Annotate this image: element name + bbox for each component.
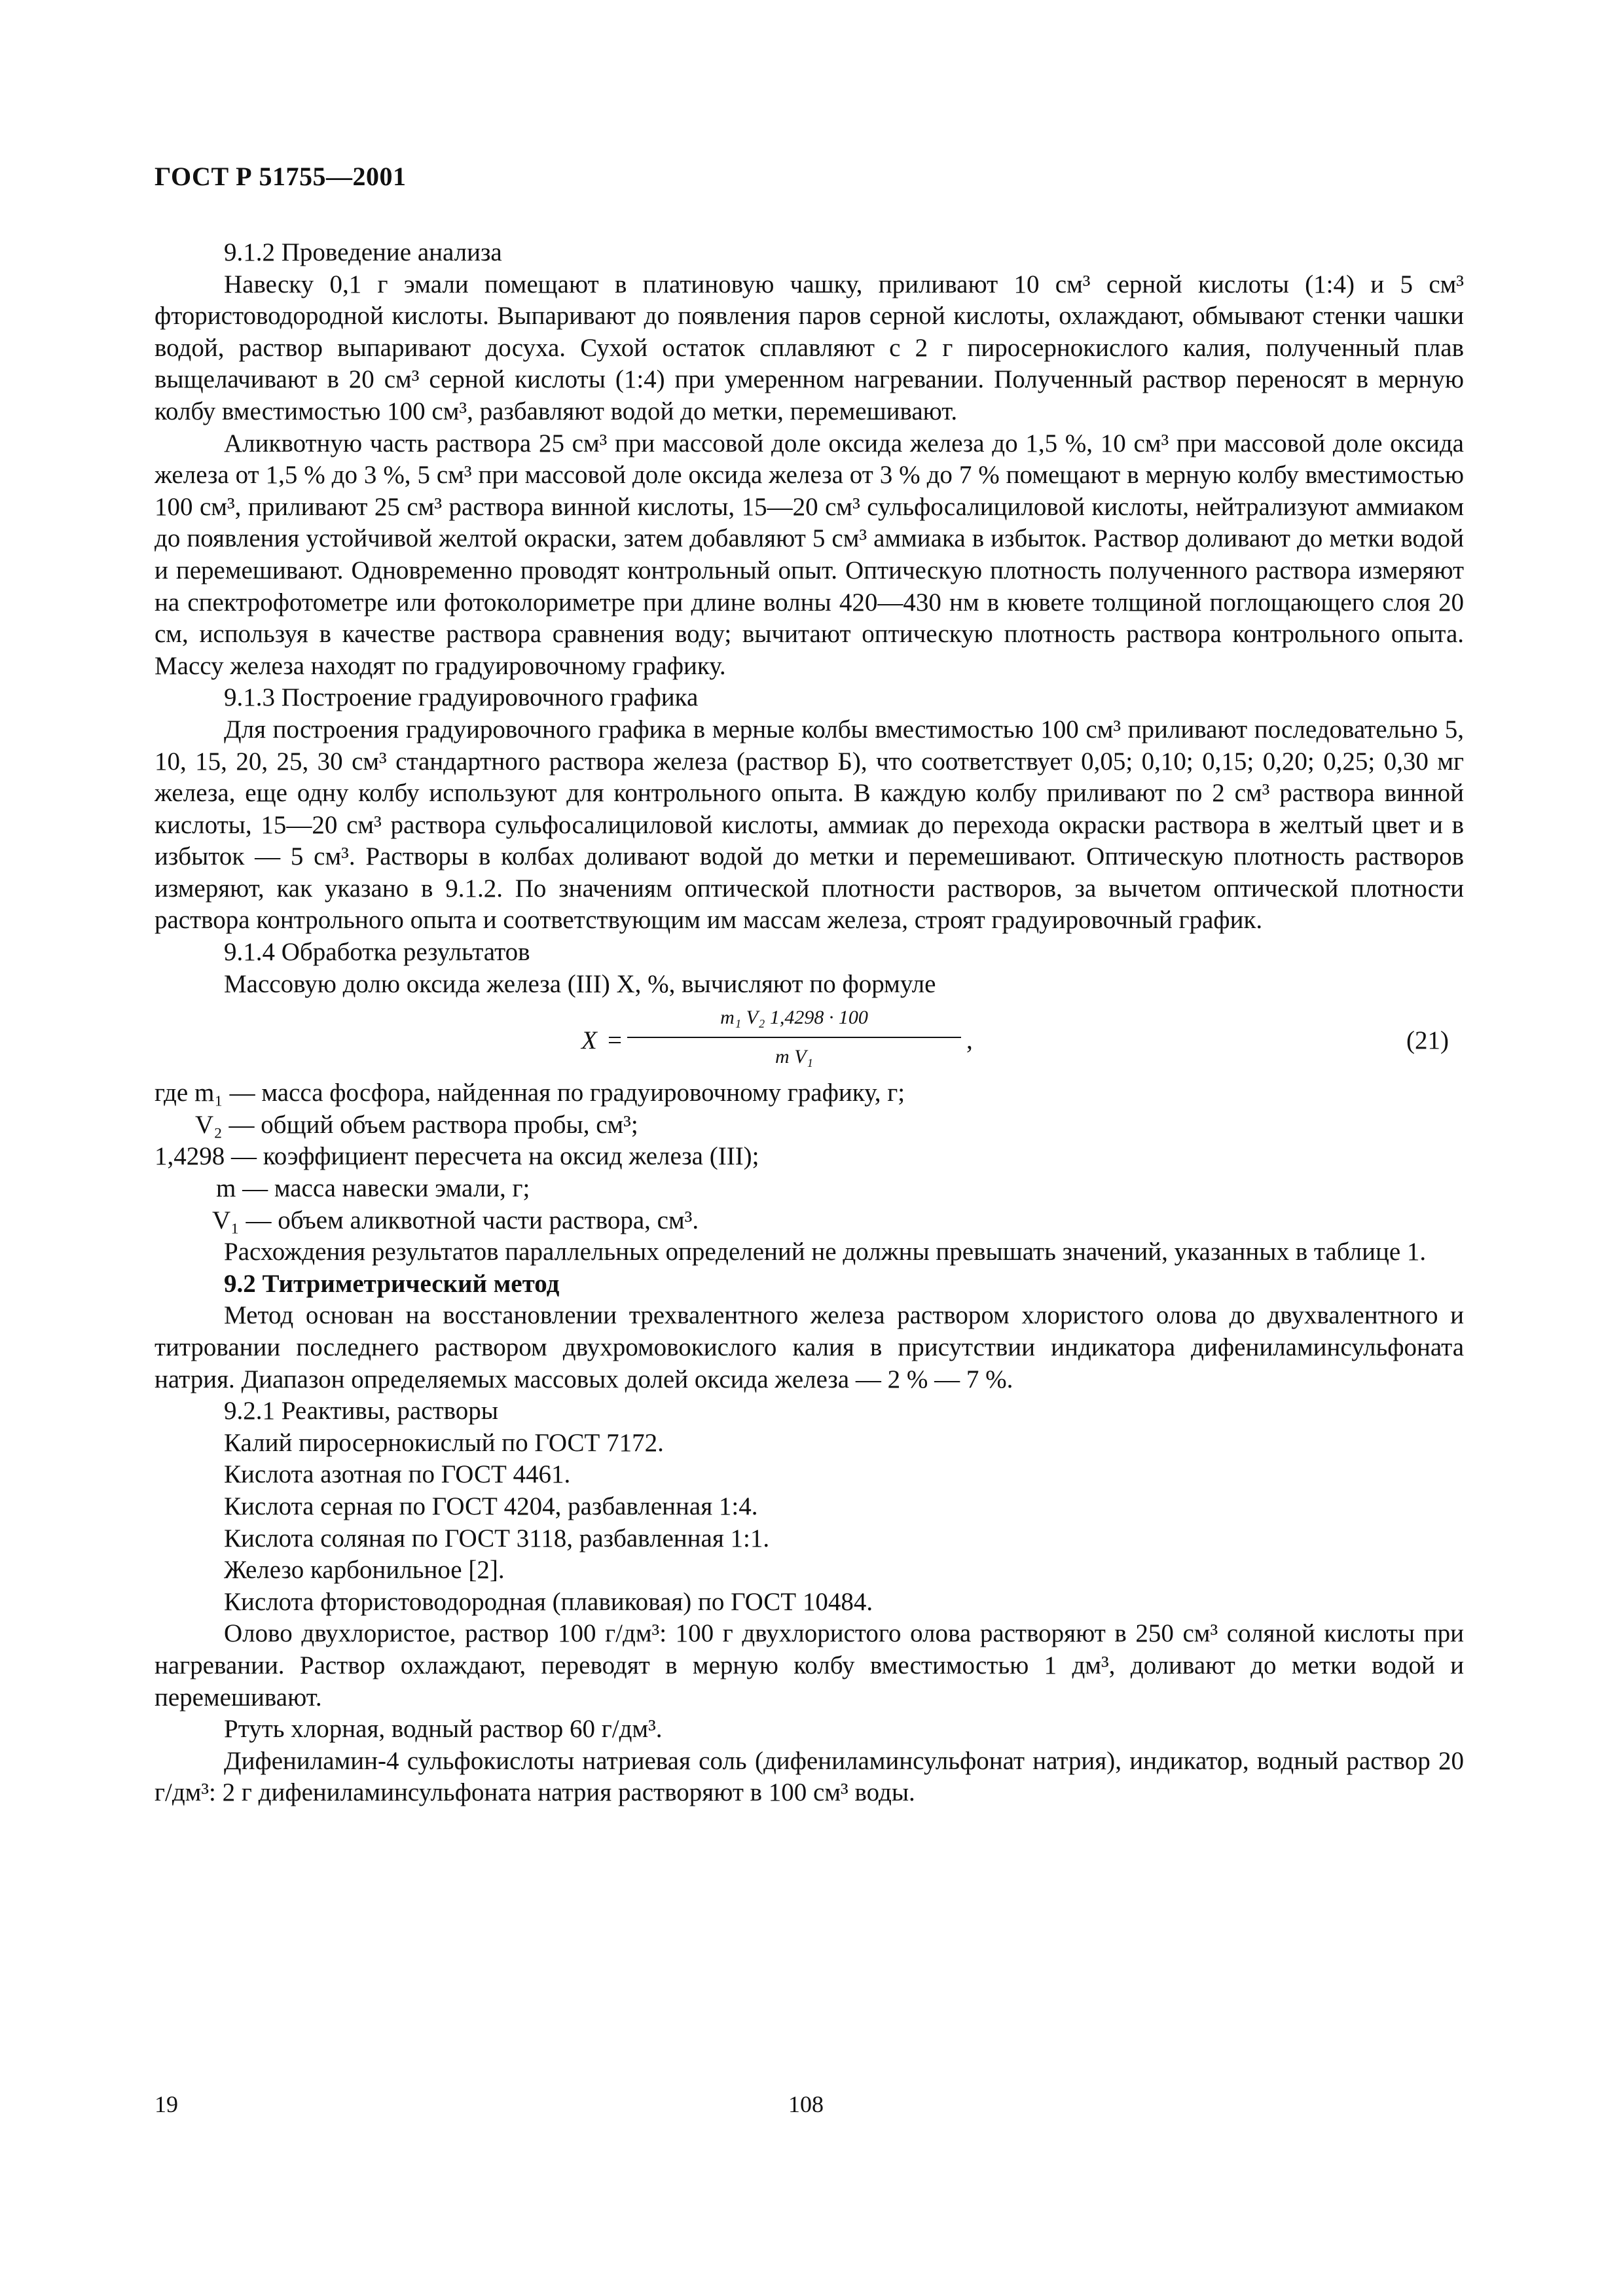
reagent-item: Ртуть хлорная, водный раствор 60 г/дм³.	[224, 1715, 663, 1744]
formula-numerator: m₁ V₂ 1,4298 · 100	[720, 1007, 868, 1029]
fraction-bar	[627, 1037, 961, 1038]
paragraph: Метод основан на восстановлении трехвалентного железа раствором хлористого олова до двухвалентного и титровании последнего раствором двухромовокислого калия в присутствии индикатора дифениламинсульфоната натрия. Диапазон определяемых массовых долей оксида железа — 2 % — 7 %.	[155, 1301, 1464, 1393]
definition-line: 1,4298 — коэффициент пересчета на оксид железа (III);	[155, 1142, 759, 1171]
page-number: 108	[788, 2091, 824, 2117]
paragraph: Расхождения результатов параллельных определений не должны превышать значений, указанных в таблице 1.	[224, 1238, 1427, 1266]
document-header: ГОСТ Р 51755—2001	[155, 162, 407, 191]
reagent-item: Кислота фтористоводородная (плавиковая) по ГОСТ 10484.	[224, 1587, 873, 1616]
reagent-item: Кислота соляная по ГОСТ 3118, разбавленная 1:1.	[224, 1524, 770, 1552]
formula-equals: =	[608, 1026, 622, 1055]
section-heading: 9.2 Титриметрический метод	[224, 1269, 560, 1298]
paragraph: Навеску 0,1 г эмали помещают в платиновую чашку, приливают 10 см³ серной кислоты (1:4) и 5 см³ фтористоводородной кислоты. Выпаривают до появления паров серной кислоты, охлаждают, обмывают стенки чашки водой, раствор выпаривают досуха. Сухой остаток сплавляют с 2 г пиросернокислого калия, полученный плав выщелачивают в 20 см³ серной кислоты (1:4) при умеренном нагревании. Полученный раствор переносят в мерную колбу вместимостью 100 см³, разбавляют водой до метки, перемешивают.	[155, 270, 1464, 425]
paragraph: Дифениламин-4 сульфокислоты натриевая соль (дифениламинсульфонат натрия), индикатор, водный раствор 20 г/дм³: 2 г дифениламинсульфоната натрия растворяют в 100 см³ воды.	[155, 1746, 1464, 1807]
document-body	[155, 237, 1464, 1809]
formula-fraction	[627, 1003, 961, 1072]
paragraph: Аликвотную часть раствора 25 см³ при массовой доле оксида железа до 1,5 %, 10 см³ при массовой доле оксида железа от 1,5 % до 3 %, 5 см³ при массовой доле оксида железа от 3 % до 7 % помещают в мерную колбу вместимостью 100 см³, приливают 25 см³ раствора винной кислоты, 15—20 см³ сульфосалициловой кислоты, нейтрализуют аммиаком до появления устойчивой желтой окраски, затем добавляют 5 см³ аммиака в избыток. Раствор доливают до метки водой и перемешивают. Одновременно проводят контрольный опыт. Оптическую плотность полученного раствора измеряют на спектрофотометре или фотоколориметре при длине волны 420—430 нм в кювете толщиной поглощающего слоя 20 см, используя в качестве раствора сравнения воду; вычитают оптическую плотность раствора контрольного опыта. Массу железа находят по градуировочному графику.	[155, 429, 1464, 680]
definition-line: V₁ — объем аликвотной части раствора, см³.	[212, 1206, 699, 1234]
subsection-heading: 9.1.2 Проведение анализа	[224, 238, 502, 266]
subsection-heading: 9.1.3 Построение градуировочного графика	[224, 683, 699, 712]
paragraph: Олово двухлористое, раствор 100 г/дм³: 100 г двухлористого олова растворяют в 250 см³ соляной кислоты при нагревании. Раствор охлаждают, переводят в мерную колбу вместимостью 1 дм³, доливают до метки водой и перемешивают.	[155, 1619, 1464, 1712]
definition-line: V₂ — общий объем раствора пробы, см³;	[195, 1110, 638, 1139]
formula-lhs: X	[581, 1026, 597, 1055]
definition-line: где m₁ — масса фосфора, найденная по градуировочному графику, г;	[155, 1079, 905, 1107]
definition-line: m — масса навески эмали, г;	[216, 1174, 530, 1203]
reagent-item: Кислота азотная по ГОСТ 4461.	[224, 1460, 571, 1489]
variable-definitions	[155, 1077, 1464, 1236]
paragraph: Для построения градуировочного графика в мерные колбы вместимостью 100 см³ приливают последовательно 5, 10, 15, 20, 25, 30 см³ стандартного раствора железа (раствор Б), что соответствует 0,05; 0,10; 0,15; 0,20; 0,25; 0,30 мг железа, еще одну колбу используют для контрольного опыта. В каждую колбу приливают по 2 см³ раствора винной кислоты, 15—20 см³ раствора сульфосалициловой кислоты, аммиак до перехода окраски раствора в желтый цвет и в избыток — 5 см³. Растворы в колбах доливают водой до метки и перемешивают. Оптическую плотность растворов измеряют, как указано в 9.1.2. По значениям оптической плотности растворов, за вычетом оптической плотности раствора контрольного опыта и соответствующим им массам железа, строят градуировочный график.	[155, 715, 1464, 935]
subsection-heading: 9.2.1 Реактивы, растворы	[224, 1397, 499, 1426]
reagent-item: Калий пиросернокислый по ГОСТ 7172.	[224, 1428, 664, 1457]
reagent-item: Кислота серная по ГОСТ 4204, разбавленная 1:4.	[224, 1492, 758, 1520]
reagent-item: Железо карбонильное [2].	[224, 1556, 505, 1585]
page-footer-left: 19	[155, 2091, 178, 2117]
subsection-heading: 9.1.4 Обработка результатов	[224, 938, 530, 967]
formula-denominator: m V₁	[775, 1046, 813, 1068]
formula-trail: ,	[966, 1026, 973, 1055]
formula-21	[155, 1003, 1464, 1077]
equation-number: (21)	[1406, 1026, 1449, 1055]
paragraph: Массовую долю оксида железа (III) X, %, вычисляют по формуле	[224, 969, 936, 998]
